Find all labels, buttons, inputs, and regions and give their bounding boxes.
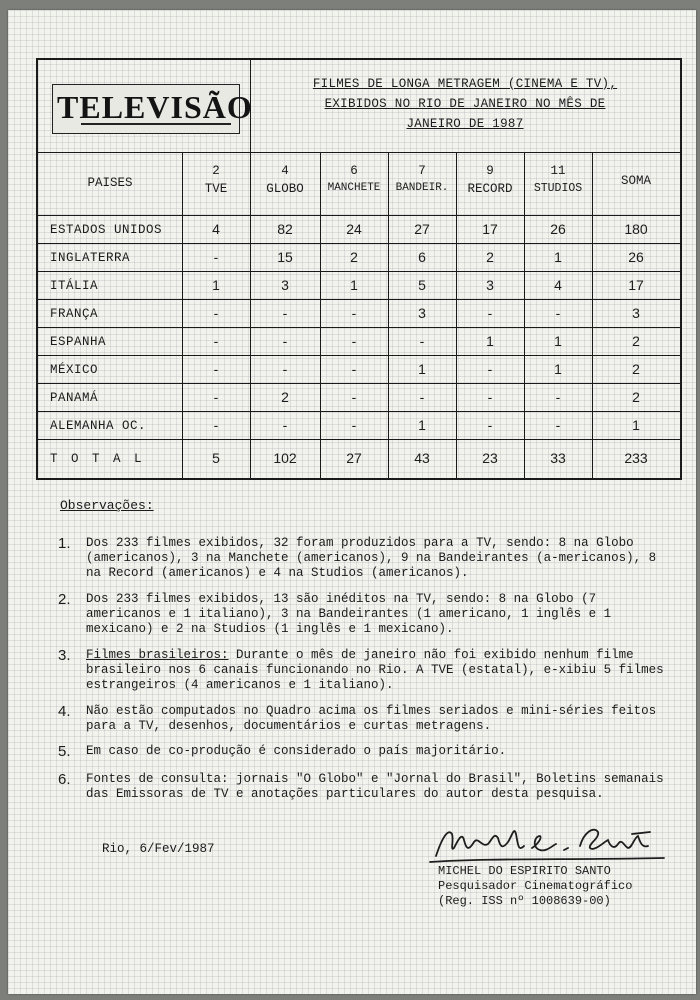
table-row-cell: 2 (486, 249, 494, 265)
table-row-cell: 1 (554, 333, 562, 349)
table-row-cell: 1 (554, 361, 562, 377)
document-date: Rio, 6/Fev/1987 (102, 842, 215, 856)
channel-number: 9 (486, 164, 494, 178)
author-block (438, 864, 632, 909)
table-row-cell: - (487, 305, 493, 321)
table-row-cell: - (351, 389, 357, 405)
total-row-cell: 233 (624, 450, 648, 466)
channel-number: 7 (418, 164, 426, 178)
col-header-soma: SOMA (620, 174, 651, 188)
table-row-cell: 2 (281, 389, 289, 405)
row-country: ALEMANHA OC. (50, 419, 147, 433)
table-row-cell: 82 (277, 221, 293, 237)
observations: Observações: 1. Dos 233 filmes exibidos, 32 foram produzidos para a TV, sendo: 8 na Globo (americanos), 3 na Manchete (americanos), 9 na Bandeirantes (a-mericanos), 8 na Record (americanos) e 4 na Studios (americanos). 2. Dos 233 filmes exibidos, 13 são inéditos na TV, sendo: 8 na Globo (7 americanos e 1 italiano), 3 na Bandeirantes (1 americano, 1 inglês e 1 mexicano) e 2 na Studios (1 inglês e 1 mexicano). 3. Filmes brasileiros: Durante o mês de janeiro não foi exibido nenhum filme brasileiro nos 6 canais funcionando no Rio. A TVE (estatal), e-xibiu 5 filmes estrangeiros (4 americanos e 1 italiano). 4. Não estão computados no Quadro acima os filmes seriados e mini-séries feitos para a TV, desenhos, documentários e curtas metragens. 5. Em caso de co-produção é considerado o país majoritário. 6. Fontes de consulta: jornais "O Globo" e "Jornal do Brasil", Boletins semanais das Emissoras de TV e anotações particulares do autor desta pesquisa. (58, 498, 678, 513)
row-country: FRANÇA (50, 307, 99, 321)
channel-name: RECORD (467, 182, 513, 196)
col-header-paises: PAISES (87, 176, 133, 190)
table-row-cell: 3 (632, 305, 640, 321)
table-row-cell: - (487, 361, 493, 377)
total-row-cell: 5 (212, 450, 220, 466)
author-name: MICHEL DO ESPIRITO SANTO (438, 864, 611, 878)
total-row-cell: 23 (482, 450, 498, 466)
table-title: FILMES DE LONGA METRAGEM (CINEMA E TV), EXIBIDOS NO RIO DE JANEIRO NO MÊS DE JANEIRO DE 1987 (312, 77, 618, 131)
channel-name: BANDEIR. (395, 182, 449, 194)
table-row-cell: 3 (281, 277, 289, 293)
channel-number: 4 (281, 164, 289, 178)
total-row-cell: 102 (273, 450, 297, 466)
table-row-cell: 1 (554, 249, 562, 265)
table-row-cell: - (282, 305, 288, 321)
table-row-cell: 15 (277, 249, 293, 265)
table-row-cell: 1 (350, 277, 358, 293)
table-row-cell: - (555, 417, 561, 433)
film-table (36, 58, 682, 480)
table-row-cell: 27 (414, 221, 430, 237)
table-row-cell: 6 (418, 249, 426, 265)
table-row-cell: 1 (418, 417, 426, 433)
channel-name: STUDIOS (533, 182, 583, 195)
note-lead: Filmes brasileiros: (86, 648, 229, 662)
total-row-cell: 33 (550, 450, 566, 466)
row-country: PANAMÁ (50, 391, 99, 405)
table-row-cell: - (213, 361, 219, 377)
table-row-cell: 4 (554, 277, 562, 293)
channel-number: 11 (550, 164, 566, 178)
table-row-cell: - (213, 333, 219, 349)
table-row-cell: - (487, 417, 493, 433)
total-row-cell: 43 (414, 450, 430, 466)
table-row-cell: - (419, 389, 425, 405)
table-row-cell: - (555, 305, 561, 321)
row-country: MÉXICO (50, 363, 99, 377)
table-row-cell: - (351, 333, 357, 349)
table-row-cell: 2 (632, 361, 640, 377)
table-row-cell: 1 (486, 333, 494, 349)
table-row-cell: 180 (624, 221, 648, 237)
table-row-cell: 1 (632, 417, 640, 433)
table-row-cell: 2 (350, 249, 358, 265)
channel-number: 6 (350, 164, 358, 178)
table-row-cell: - (282, 417, 288, 433)
author-registration: (Reg. ISS nº 1008639-00) (438, 894, 611, 908)
table-row-cell: 3 (486, 277, 494, 293)
televisao-logo: TELEVISÃO (52, 84, 240, 134)
author-role: Pesquisador Cinematográfico (438, 879, 633, 893)
handwritten-signature (428, 818, 668, 868)
observations-title: Observações: (60, 498, 154, 513)
table-row-cell: - (213, 249, 219, 265)
table-row-cell: - (213, 305, 219, 321)
table-row-cell: - (555, 389, 561, 405)
channel-name: TVE (204, 182, 228, 196)
table-row-cell: - (282, 361, 288, 377)
table-row-cell: 5 (418, 277, 426, 293)
table-row-cell: 1 (212, 277, 220, 293)
table-row-cell: 2 (632, 333, 640, 349)
table-row-cell: 4 (212, 221, 220, 237)
table-row-cell: - (213, 417, 219, 433)
row-country: INGLATERRA (50, 251, 131, 265)
table-row-cell: - (213, 389, 219, 405)
channel-number: 2 (212, 164, 220, 178)
table-row-cell: 17 (482, 221, 498, 237)
total-row-cell: 27 (346, 450, 362, 466)
table-row-cell: - (351, 417, 357, 433)
table-row-cell: 26 (628, 249, 644, 265)
table-row-cell: 17 (628, 277, 644, 293)
row-country: ITÁLIA (50, 279, 99, 293)
table-row-cell: 24 (346, 221, 362, 237)
row-country: ESPANHA (50, 335, 107, 349)
row-total-label: T O T A L (50, 452, 145, 466)
row-country: ESTADOS UNIDOS (50, 223, 163, 237)
channel-name: GLOBO (266, 182, 304, 196)
table-row-cell: 3 (418, 305, 426, 321)
document-page (8, 10, 696, 994)
channel-name: MANCHETE (327, 182, 381, 194)
table-row-cell: - (351, 361, 357, 377)
table-row-cell: - (282, 333, 288, 349)
table-row-cell: 1 (418, 361, 426, 377)
table-row-cell: - (351, 305, 357, 321)
table-row-cell: 26 (550, 221, 566, 237)
table-row-cell: - (419, 333, 425, 349)
table-row-cell: 2 (632, 389, 640, 405)
table-row-cell: - (487, 389, 493, 405)
